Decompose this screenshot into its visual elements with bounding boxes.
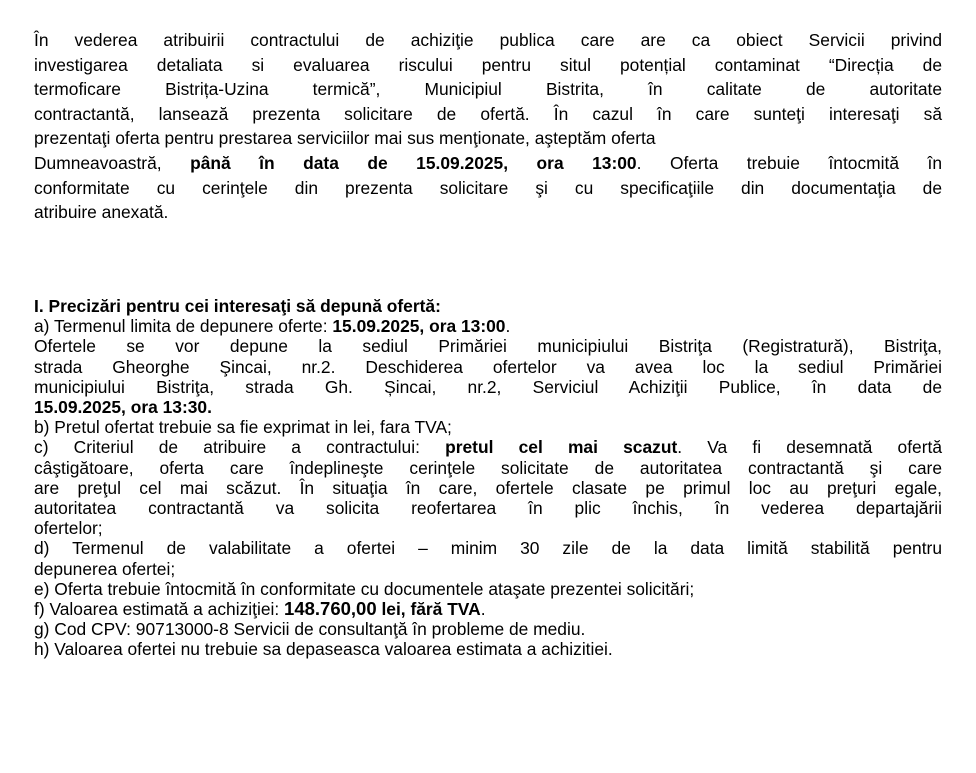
item-c-text: c) Criteriul de atribuire a contractului:: [34, 437, 446, 458]
item-a: [34, 316, 942, 336]
item-b: b) Pretul ofertat trebuie sa fie exprimat in lei, fara TVA;: [34, 417, 452, 438]
item-a-line: Ofertele se vor depune la sediul Primăriei municipiului Bistriţa (Registratură), Bistriţa,: [34, 336, 942, 357]
item-a-line: strada Gheorghe Şincai, nr.2. Deschiderea ofertelor va avea loc la sediul Primăriei: [34, 356, 942, 377]
item-c-line: câştigătoare, oferta care îndeplineşte cerinţele solicitate de autoritatea contractantă şi care: [34, 457, 942, 478]
item-c-line: autoritatea contractantă va solicita reofertarea în plic închis, în vederea departajării: [34, 498, 942, 519]
item-g: g) Cod CPV: 90713000-8 Servicii de consultanţă în probleme de mediu.: [34, 619, 586, 640]
item-h: h) Valoarea ofertei nu trebuie sa depaseasca valoarea estimata a achizitiei.: [34, 639, 613, 660]
intro-paragraph: [34, 28, 942, 225]
intro-text: . Oferta trebuie întocmită în: [636, 152, 942, 173]
intro-line: prezentaţi oferta pentru prestarea serviciilor mai sus menţionate, aşteptăm oferta: [34, 128, 656, 149]
item-d-line: depunerea ofertei;: [34, 558, 176, 579]
item-f: [34, 599, 942, 619]
requirements-section: [34, 296, 942, 660]
intro-line: conformitate cu cerinţele din prezenta solicitare şi cu specificaţiile din documentaţia de: [34, 177, 942, 198]
section-heading-text: I. Precizări pentru cei interesaţi să depună ofertă:: [34, 296, 441, 316]
intro-line: În vederea atribuirii contractului de achiziţie publica care are ca obiect Servicii privind: [34, 30, 942, 50]
item-c: [34, 437, 942, 457]
item-f-text: f) Valoarea estimată a achiziţiei:: [34, 599, 285, 620]
item-c-criterion: pretul cel mai scazut: [445, 437, 678, 458]
item-f-end: .: [480, 599, 486, 620]
item-c-line: are preţul cel mai scăzut. În situaţia în care, ofertele clasate pe primul loc au preţuri egale,: [34, 477, 942, 498]
estimated-value: 148.760,00: [284, 598, 377, 620]
item-a-text: a) Termenul limita de depunere oferte:: [34, 316, 333, 337]
item-a-opening-date: [34, 397, 942, 417]
item-a-line: municipiului Bistriţa, strada Gh. Șincai, nr.2, Serviciul Achiziţii Publice, în data de: [34, 376, 942, 397]
item-a-deadline: 15.09.2025, ora 13:00: [332, 316, 506, 337]
intro-line: atribuire anexată.: [34, 202, 169, 223]
intro-line: investigarea detaliata si evaluarea riscului pentru situl potențial contaminat “Direcția de: [34, 54, 942, 75]
document-page: [34, 28, 942, 660]
intro-line: contractantă, lansează prezenta solicitare de ofertă. În cazul în care sunteţi interesaţi să: [34, 103, 942, 124]
item-e: e) Oferta trebuie întocmită în conformitate cu documentele ataşate prezentei solicitări;: [34, 578, 695, 599]
intro-line: termoficare Bistrița-Uzina termică”, Municipiul Bistrita, în calitate de autoritate: [34, 79, 942, 100]
section-heading: [34, 296, 942, 316]
estimated-value-unit: lei, fără TVA: [376, 599, 481, 620]
intro-line-deadline: [34, 151, 942, 176]
item-c-line: ofertelor;: [34, 518, 103, 539]
item-c-text: . Va fi desemnată ofertă: [677, 437, 942, 458]
deadline-bold: până în data de 15.09.2025, ora 13:00: [190, 152, 637, 173]
item-d: d) Termenul de valabilitate a ofertei – minim 30 zile de la data limită stabilită pentru: [34, 538, 942, 559]
opening-date-bold: 15.09.2025, ora 13:30.: [34, 397, 212, 418]
intro-text: Dumneavoastră,: [34, 152, 191, 173]
item-a-end: .: [505, 316, 511, 337]
